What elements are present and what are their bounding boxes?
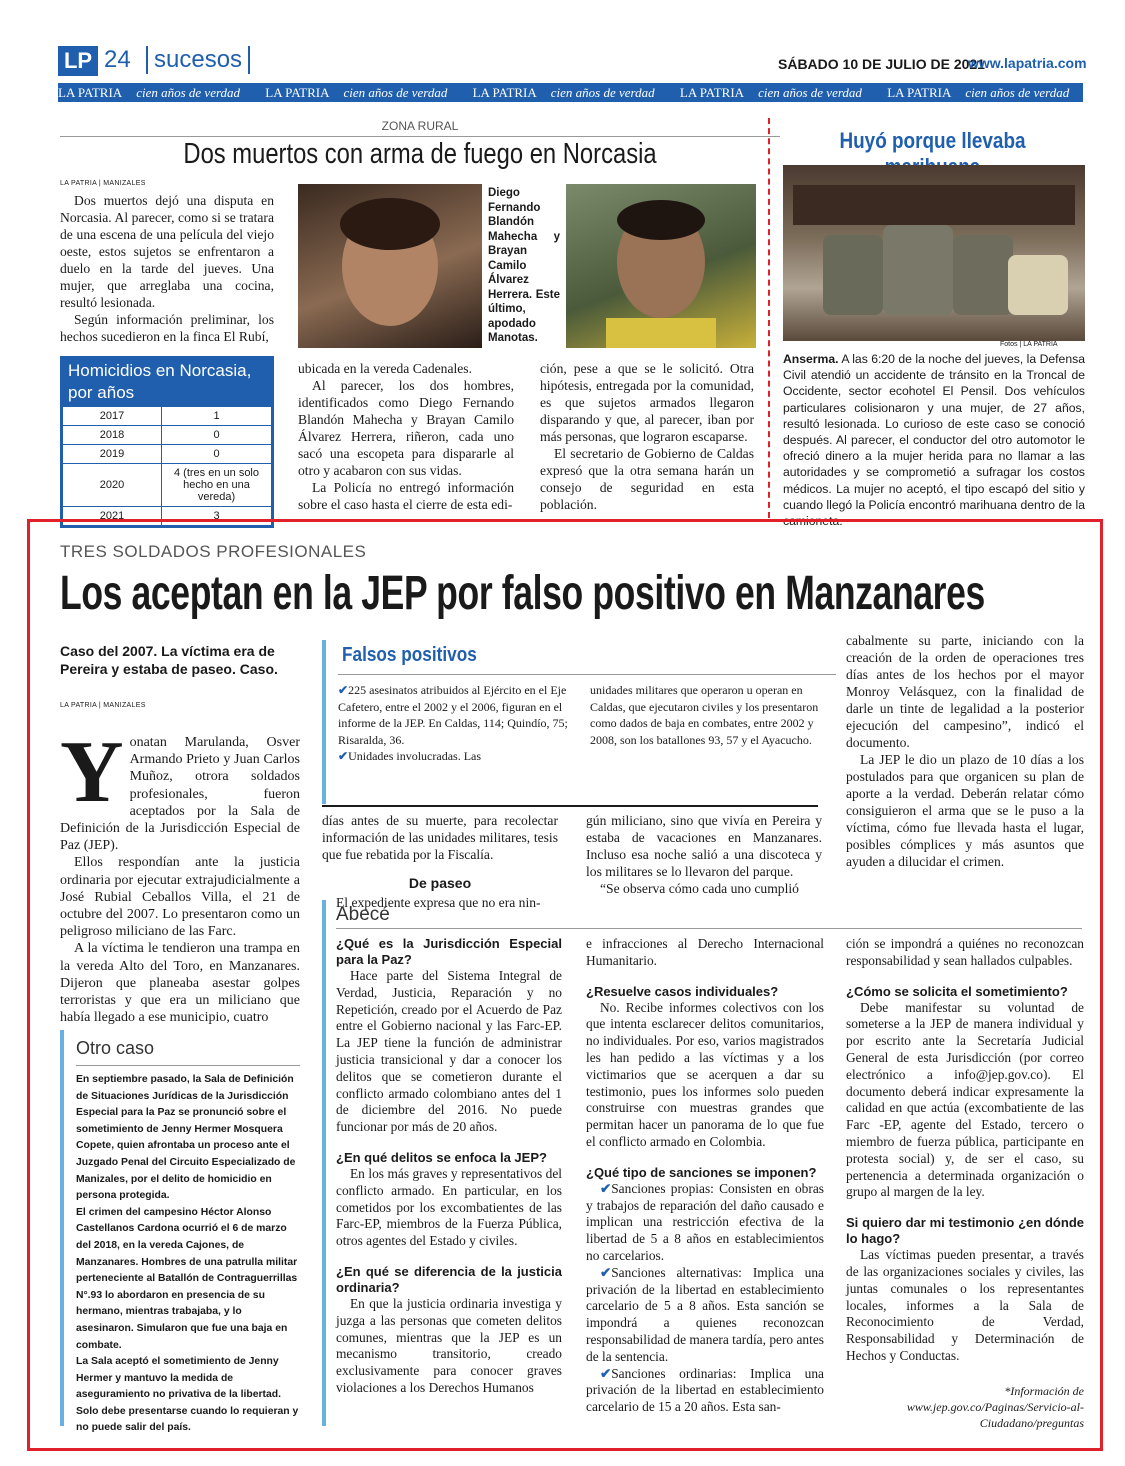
main-credit: LA PATRIA | MANIZALES [60,702,146,709]
strip-motto: cien años de verdad [343,85,448,100]
box-right-text: unidades militares que operaron u operan en Caldas, que ejecutaron civiles y los presentaron como dados de baja en combates, entre 2002 y 2008, son los batallones 93, 57 y el Ayacucho. [590,683,819,747]
newspaper-logo: LP [58,46,98,76]
strip-motto: cien años de verdad [965,85,1070,100]
paragraph: Según información preliminar, los hechos sucedieron en la finca El Rubí, [60,312,274,344]
paragraph: onatan Marulanda, Osver Armando Prieto y Juan Carlos Muñoz, otrora soldados profesionales, fueron aceptados por la Sala de Definición de la Jurisdicción Especial de Paz (JEP). [60,735,300,854]
paragraph: Dos muertos dejó una disputa en Norcasia. Al parecer, como si se tratara de una escena de una película del viejo oeste, estos sujetos se enfrentaron a duelo en la tarde del jueves. Una mujer, que arreglaba una cocina, resultó lesionada. [60,193,274,310]
paragraph: Ellos respondían ante la justicia ordinaria por ejecutar extrajudicialmente a José Rubial Ceballos Villa, el 21 de octubre del 2007. Lo presentaron como un peligroso miliciano de las Farc. [60,855,300,940]
side-story-body [783,351,1085,529]
answer: No. Recibe informes colectivos con los que intenta esclarecer delitos comunitarios, no individuales. Por eso, varios magistrados les han pedido a las víctimas y a los victimarios que se acerquen a dar su testimonio, pues los informes solo pueden construirse con muestras grandes que permitan hacer un panorama de lo que fue el conflicto armado en Colombia. [586,999,824,1149]
abece-title: Abecé [336,904,390,925]
box-rule [76,1065,300,1066]
box-item: Unidades involucradas. Las [348,749,482,763]
sanction-item: Sanciones alternativas: Implica una privación de la libertad en establecimiento carcelario de 5 a 8 años. Esta sanción se impondrá a quienes reconozcan responsabilidad de manera tardía, pero antes de la sentencia. [586,1264,824,1364]
subhead: De paseo [408,875,472,891]
paragraph: “Se observa cómo cada uno cumplió [600,881,799,896]
abece-col3 [846,936,1084,1431]
year-cell: 2021 [63,507,162,526]
column-divider [768,118,770,518]
question: ¿En qué se diferencia de la justicia ordinaria? [336,1263,562,1295]
question: ¿Resuelve casos individuales? [586,983,779,999]
strip-brand: LA PATRIA [472,85,537,100]
answer: Debe manifestar su voluntad de someterse a la JEP de manera individual y por escrito ante la Secretaría Judicial General de esta Jurisdicción (por correo electrónico a info@jep.gov.co). El documento deberá indicar expresamente la calidad en que actúa (excombatiente de las Farc -EP, agente del Estado, tercero o miembro de fuerza pública, participante en protesta social) y, de ser el caso, su pertenencia a determinada organización o grupo al margen de la ley. [846,999,1084,1200]
cargo-packages-icon [783,165,1085,341]
sanction-item: Sanciones propias: Consisten en obras y trabajos de reparación del daño causado e implican una restricción efectiva de la libertad de 5 a 8 años en establecimientos no carcelarios. [586,1180,824,1263]
box-left-text [338,682,582,765]
victim-photo-1 [298,184,482,348]
dateline: Anserma. [783,352,839,366]
box-bottom-rule [322,805,818,807]
kicker-rule [60,136,780,137]
question: ¿Qué es la Jurisdicción Especial para la Paz? [336,936,562,967]
box-item: 225 asesinatos atribuidos al Ejército en el Eje Cafetero, entre el 2002 y el 2006, figuran en el informe de la JEP. En Caldas, 114; Quindío, 75; Risaralda, 36. [338,683,568,747]
issue-date: SÁBADO 10 DE JULIO DE 2021 [778,56,985,72]
paragraph: A la víctima le tendieron una trampa en la vereda Alto del Toro, en Manzanares. Dijeron que planeaba asestar golpes terroristas y que era un miliciano que había llegado a ese municipio, cuatro [60,941,300,1026]
paragraph: Al parecer, los dos hombres, identificados como Diego Fernando Blandón Mahecha y Brayan Camilo Álvarez Herrera, riñeron, cada uno sacó una escopeta para dispararle al otro y acabaron con sus vidas. [298,378,514,478]
check-icon: ✔ [338,749,349,763]
falsos-positivos-box [322,640,822,804]
drop-cap: Y [60,724,124,821]
brand-strip [58,83,1083,102]
paragraph: ción, pese a que se le solicitó. Otra hipótesis, entregada por la comunidad, es que sujetos armados llegaron disparando y que, al parecer, iban por más personas, que lograron escaparse. [540,361,754,444]
strip-motto: cien años de verdad [758,85,862,100]
main-col4 [846,632,1084,870]
paragraph: La Policía no entregó información sobre el caso hasta el cierre de esta edi- [298,480,514,512]
main-col3 [586,812,822,897]
question: ¿Qué tipo de sanciones se imponen? [586,1164,817,1180]
paragraph: El expediente expresa que no era nin- [336,895,541,910]
main-col1 [60,724,300,1026]
paragraph: En septiembre pasado, la Sala de Definición de Situaciones Jurídicas de la Jurisdicción Especial para la Paz se pronunció sobre el sometimiento de Jenny Hermer Mosquera Copete, quien afrontaba un proceso ante el Juzgado Penal del Circuito Especializado de Manizales, por el delito de homicidio en persona protegida. [76,1074,296,1202]
face-silhouette-icon [566,184,756,348]
abece-accent-bar [322,900,326,1426]
table-row [63,407,272,426]
paragraph: cabalmente su parte, iniciando con la creación de la orden de operaciones tres días antes de los hechos por el mayor Monroy Velásquez, con la finalidad de darle un tinte de legalidad a la posterior ejecución del campesino”, indicó el documento. [846,633,1084,750]
top-story-credit: LA PATRIA | MANIZALES [60,180,146,187]
table-row [63,445,272,464]
table-row [63,464,272,507]
table-row [63,426,272,445]
paragraph: ubicada en la vereda Cadenales. [298,361,472,376]
top-story-title: Dos muertos con arma de fuego en Norcasia [183,138,657,170]
box-rule [338,674,836,675]
strip-motto: cien años de verdad [136,85,241,100]
otro-caso-box [60,1030,300,1434]
paragraph: La JEP le dio un plazo de 10 días a los postulados para que organicen su plan de aporte a la verdad. Deberán relatar cómo consiguieron el arma que se le puso a la víctima, cómo fue llevada hasta el lugar, posibles cómplices y más asuntos que ayuden a dilucidar el crimen. [846,752,1084,869]
paragraph: gún miliciano, sino que vivía en Pereira y estaba de vacaciones en Manzanares. Incluso esa noche salió a una discoteca y los militares se lo llevaron del parque. [586,813,822,879]
photo-caption: Diego Fernando Blandón Mahecha y Brayan Camilo Álvarez Herrera. Este último, apodado Manotas. [488,187,560,344]
main-lead: Caso del 2007. La víctima era de Pereira y estaba de paseo. Caso. [60,643,278,677]
website-link[interactable]: www.lapatria.com [968,55,1087,71]
strip-brand: LA PATRIA [679,85,745,100]
photo-credit: Fotos | LA PATRIA [1000,341,1058,348]
answer: En que la justicia ordinaria investiga y juzga a las personas que cometen delitos comunes, mientras que la JEP es un mecanismo transitorio, creado exclusivamente para conocer graves violaciones a los Derechos Humanos [336,1295,562,1395]
value-cell: 0 [162,426,272,445]
answer: En los más graves y representativos del conflicto armado. En particular, en los cometidos por los excombatientes de las Farc-EP, miembros de la Fuerza Pública, otros agentes del Estado y civiles. [336,1165,562,1249]
main-headline: Los aceptan en la JEP por falso positivo en Manzanares [60,567,985,620]
value-cell: 0 [162,445,272,464]
value-cell: 1 [162,407,272,426]
homicides-table [60,356,274,528]
paragraph: El crimen del campesino Héctor Alonso Castellanos Cardona ocurrió el 6 de marzo del 2018, en la vereda Cajones, de Manzanares. Hombres de una patrulla militar perteneciente al Batallón de Contraguerrillas N°.93 lo abordaron en presencia de su hermano, mientras trabajaba, y lo asesinaron. Simularon que fue una baja en combate. [76,1206,298,1351]
table-title: Homicidios en Norcasia, por años [62,358,272,406]
strip-motto: cien años de verdad [550,85,655,100]
year-cell: 2020 [63,464,162,507]
answer: e infracciones al Derecho Internacional Humanitario. [586,936,824,968]
box-title: Otro caso [76,1038,155,1058]
body-text: A las 6:20 de la noche del jueves, la Defensa Civil atendió un accidente de tránsito en la Troncal de Occidente, sector ecohotel El Pensil. Dos vehículos particulares colisionaron y una mujer, de 27 años, resultó lesionada. Lo curioso de este caso se conoció después. Al parecer, el conductor del otro automotor le ofreció dinero a la mujer herida para no llamar a las autoridades y se comprometió a sufragar los costos médicos. La mujer no aceptó, el tipo escapó del sitio y cuando llegó la Policía encontró marihuana dentro de la camioneta. [783,352,1085,529]
strip-brand: LA PATRIA [887,85,952,100]
question: Si quiero dar mi testimonio ¿en dónde lo hago? [846,1215,1084,1247]
truck-photo [783,165,1085,341]
value-cell: 3 [162,507,272,526]
year-cell: 2018 [63,426,162,445]
check-icon: ✔ [600,1180,612,1196]
box-title: Falsos positivos [342,644,477,666]
abece-col2 [586,936,824,1416]
source-note: *Información de www.jep.gov.co/Paginas/Servicio-al-Ciudadano/preguntas [906,1383,1084,1430]
main-col2 [322,812,558,911]
side-story-title: Huyó porque llevaba [839,128,1026,153]
face-silhouette-icon [298,184,482,348]
answer: Las víctimas pueden presentar, a través de las organizaciones sociales y civiles, las juntas comunales o los representantes locales, informes a la Sala de Reconocimiento de Verdad, Responsabilidad y Determinación de Hechos y Conductas. [846,1247,1084,1363]
question: ¿Cómo se solicita el sometimiento? [846,983,1068,999]
answer: ción se impondrá a quiénes no reconozcan responsabilidad y sean hallados culpables. [846,936,1084,968]
paragraph: días antes de su muerte, para recolectar información de las unidades militares, tesis que fue rebatida por la Fiscalía. [322,813,558,862]
value-cell: 4 (tres en un solo hecho en una vereda) [162,464,272,507]
main-kicker: TRES SOLDADOS PROFESIONALES [60,542,367,561]
top-story-col3 [540,360,754,513]
year-cell: 2019 [63,445,162,464]
top-story-col1 [60,192,274,345]
paragraph: La Sala aceptó el sometimiento de Jenny Hermer y mantuvo la medida de aseguramiento no privativa de la libertad. Solo debe presentarse cuando lo requieran y no puede salir del país. [76,1356,299,1434]
sanction-item: Sanciones ordinarias: Implica una privación de la libertad en establecimiento carcelario de 15 a 20 años. Esta san- [586,1365,824,1415]
section-name: sucesos [146,46,250,74]
paragraph: El secretario de Gobierno de Caldas expresó que la otra semana harán un consejo de seguridad en esta población. [540,446,754,512]
page-number: 24 [104,46,131,73]
strip-brand: LA PATRIA [265,85,330,100]
answer: Hace parte del Sistema Integral de Verdad, Justicia, Reparación y no Repetición, creado por el Acuerdo de Paz entre el Gobierno nacional y las Farc-EP. La JEP tiene la función de administrar justicia transicional y dar a conocer los delitos que se cometieron durante el conflicto armado colombiano antes del 1 de diciembre del 2016. No puede funcionar por más de 20 años. [336,968,562,1135]
strip-brand: LA PATRIA [58,85,123,100]
check-icon: ✔ [600,1264,612,1280]
top-story-kicker: ZONA RURAL [381,119,459,133]
otro-caso-text [76,1072,300,1437]
question: ¿En qué delitos se enfoca la JEP? [336,1149,547,1165]
abece-col1 [336,926,562,1397]
check-icon: ✔ [600,1365,612,1381]
victim-photo-2 [566,184,756,348]
top-story-col2 [298,360,514,513]
check-icon: ✔ [338,683,349,697]
year-cell: 2017 [63,407,162,426]
